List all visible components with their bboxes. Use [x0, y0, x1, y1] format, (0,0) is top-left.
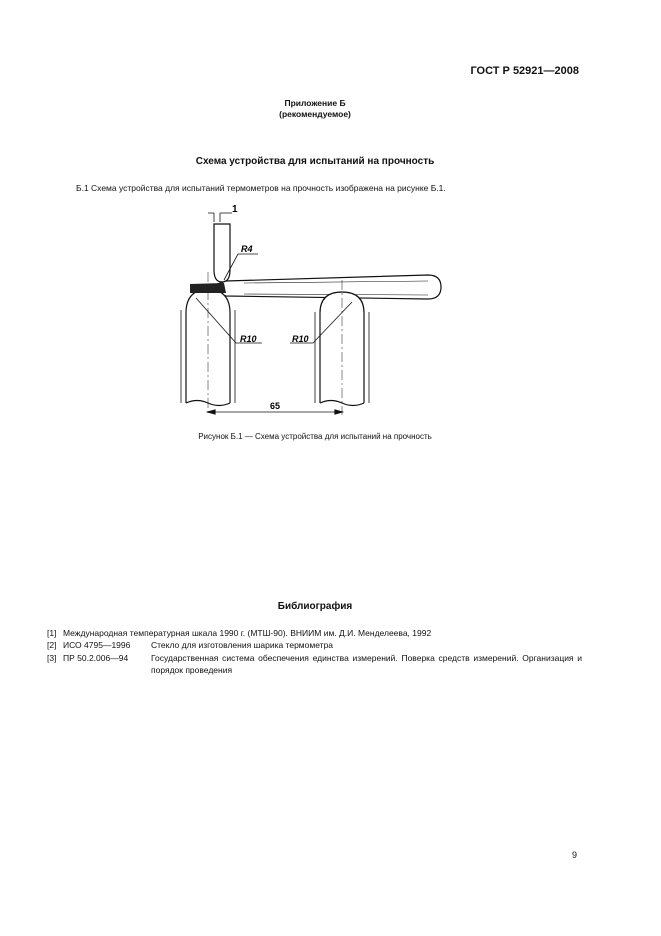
annex-title: Приложение Б [284, 98, 346, 108]
bibliography-title: Библиография [277, 601, 353, 612]
radius-right-label: R10 [292, 334, 309, 344]
radius-left-label: R10 [240, 334, 257, 344]
bibliography-text: Международная температурная шкала 1990 г. (МТШ-90). ВНИИМ им. Д.И. Менделеева, 1992 [63, 628, 432, 638]
annex-heading [0, 98, 630, 120]
test-device-figure [170, 200, 470, 425]
bibliography-item [47, 627, 582, 639]
standard-number: ГОСТ Р 52921—2008 [470, 65, 579, 77]
bibliography-code: ИСО 4795—1996 [63, 640, 131, 651]
page-number: 9 [571, 850, 577, 860]
bibliography-text: Государственная система обеспечения единства измерений. Поверка средств измерений. Организация и порядок проведения [151, 652, 582, 676]
section-title: Схема устройства для испытаний на прочность [195, 156, 435, 167]
bibliography-number: [2] [47, 640, 57, 651]
figure-caption: Рисунок Б.1 — Схема устройства для испытаний на прочность [198, 432, 432, 441]
dim-top-label: 1 [232, 204, 238, 215]
bibliography-item [47, 652, 582, 677]
bibliography-text: Стекло для изготовления шарика термометра [151, 640, 334, 651]
intro-paragraph: Б.1 Схема устройства для испытаний термометров на прочность изображена на рисунке Б.1. [76, 183, 446, 193]
bibliography-list [47, 627, 582, 677]
bibliography-number: [3] [47, 652, 57, 663]
bibliography-code: ПР 50.2.006—94 [63, 652, 129, 663]
distance-label: 65 [270, 401, 281, 411]
radius-small-label: R4 [241, 244, 253, 254]
annex-status: (рекомендуемое) [279, 109, 351, 119]
bibliography-number: [1] [47, 628, 57, 638]
bibliography-item [47, 639, 582, 651]
